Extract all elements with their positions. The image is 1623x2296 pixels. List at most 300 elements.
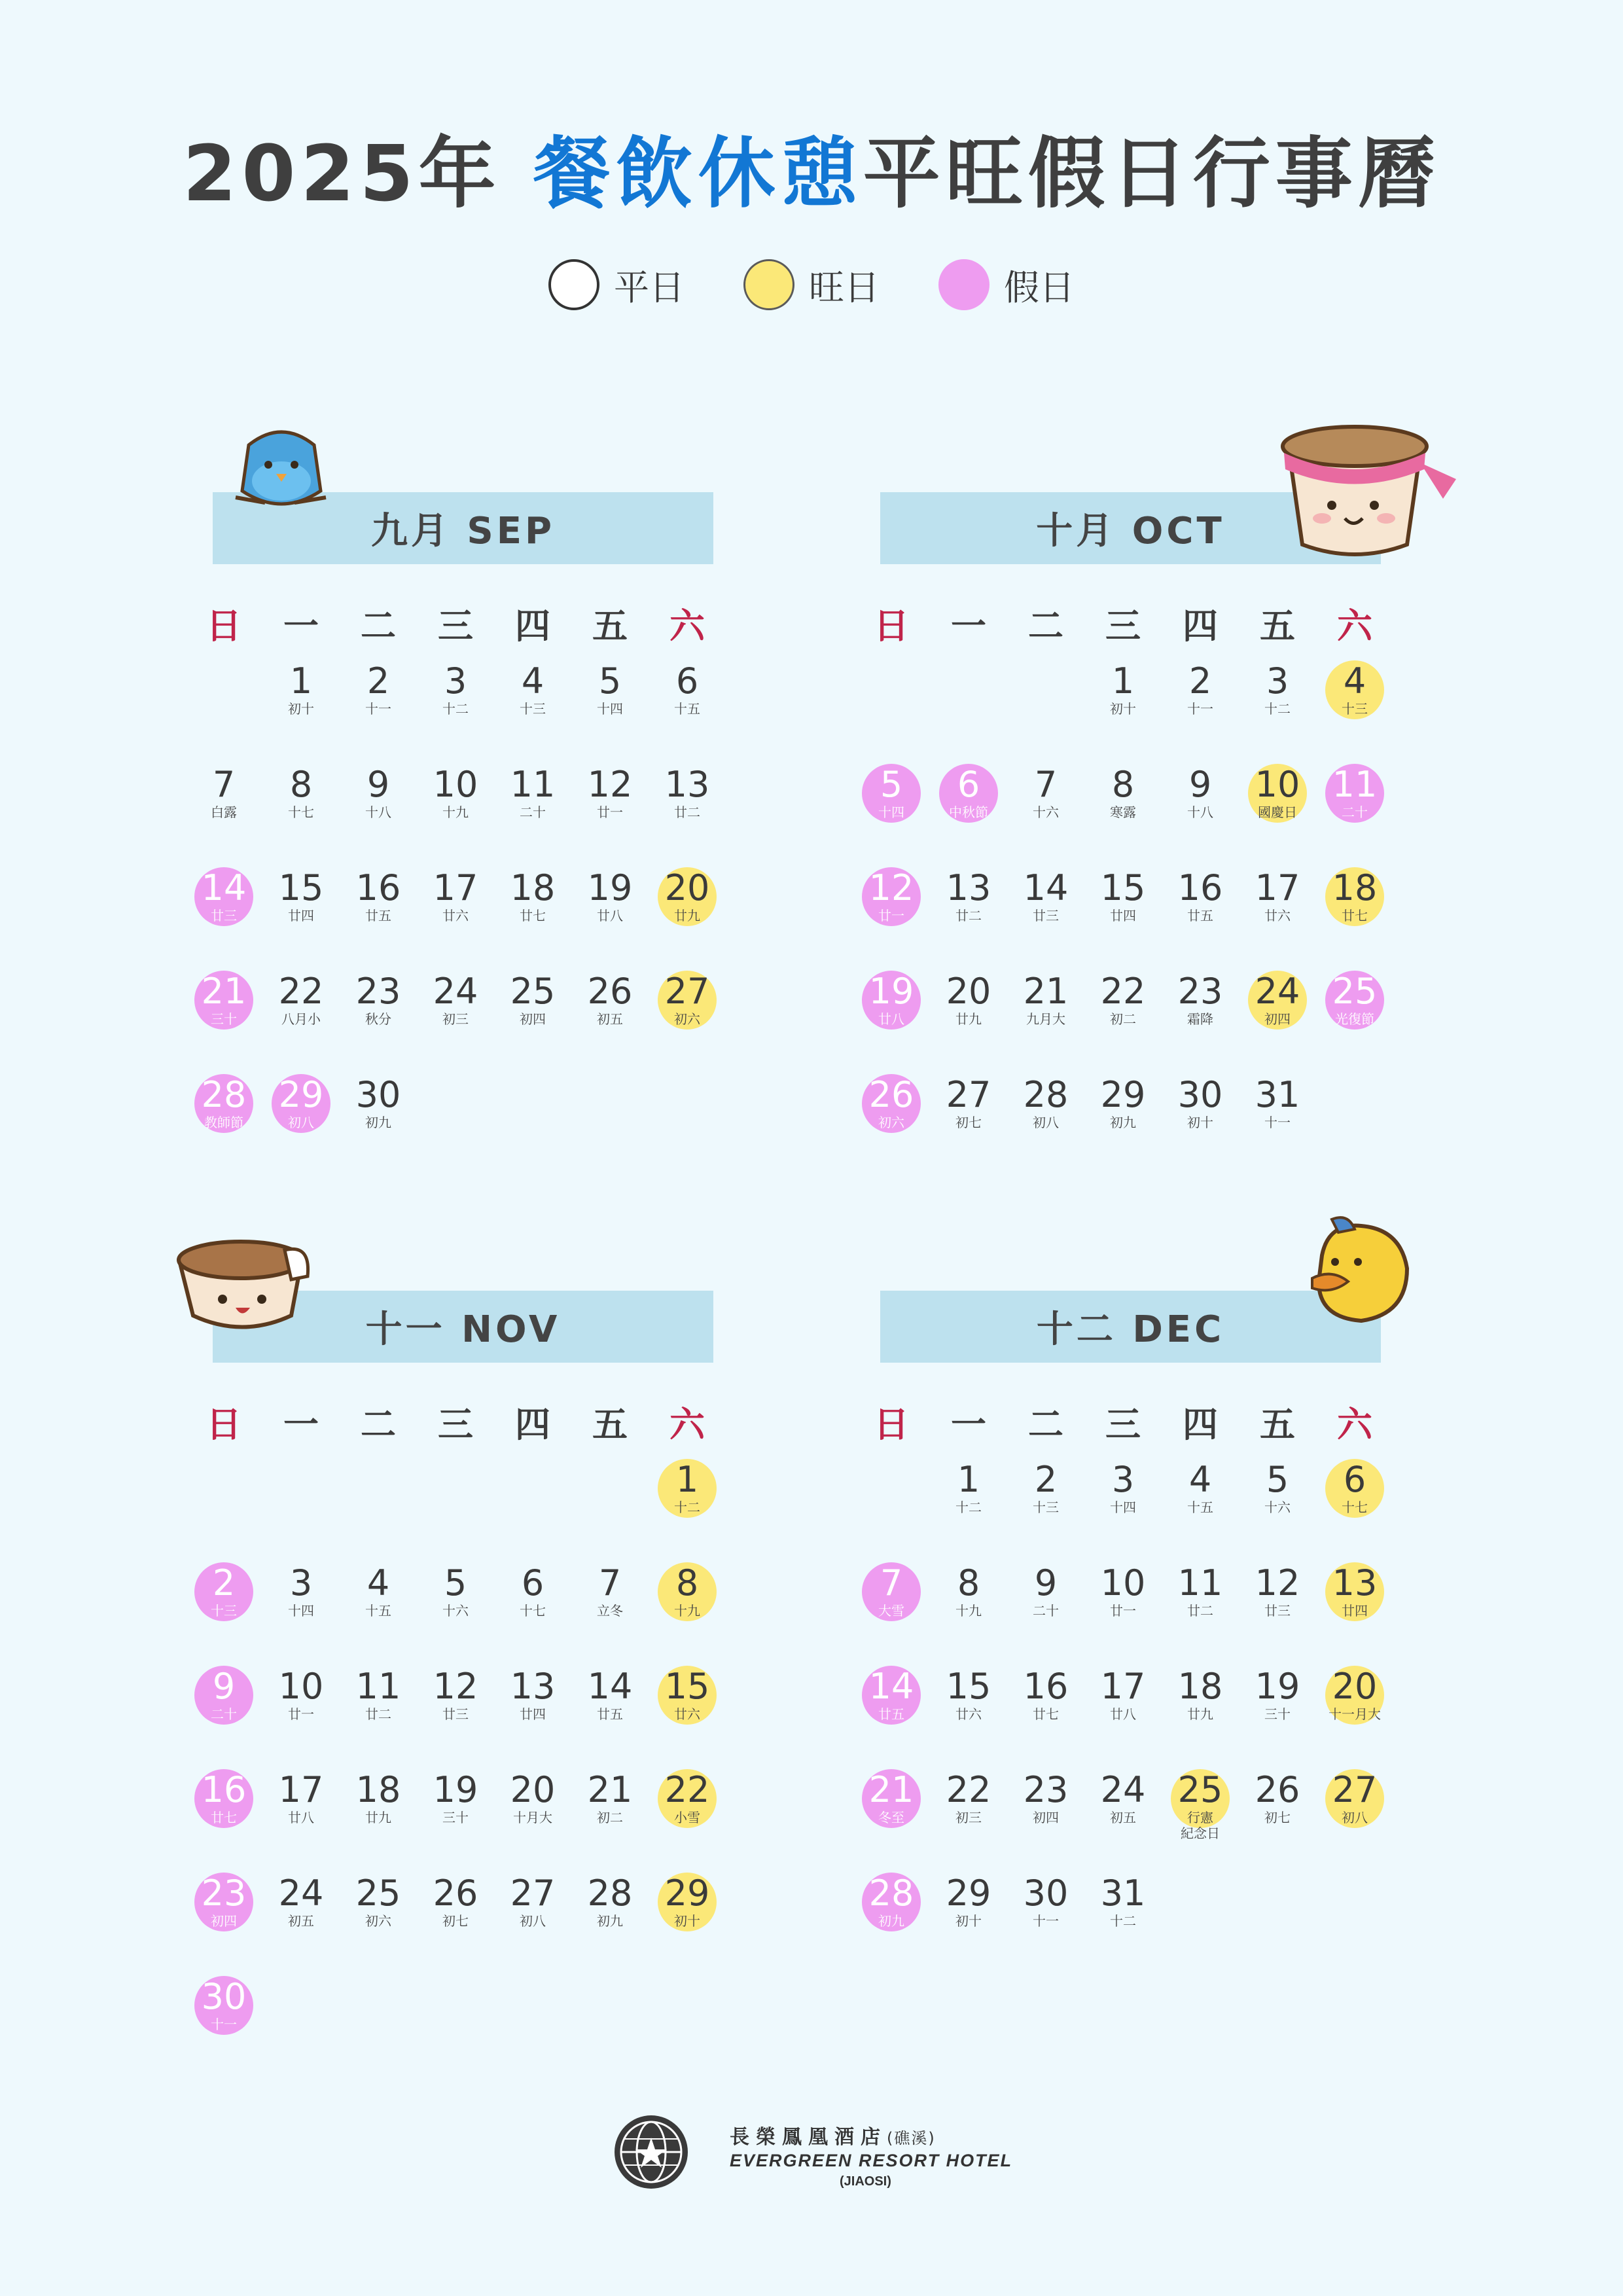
lunar-date: 十一 [1033,1913,1059,1929]
day-cell [1164,1451,1236,1536]
day-number: 29 [664,1873,710,1914]
day-number: 18 [355,1769,401,1810]
lunar-date: 十五 [365,1603,391,1619]
day-cell [651,756,723,841]
day-number: 13 [510,1666,556,1707]
day-number: 11 [510,764,556,805]
day-cell [1164,859,1236,944]
day-cell [651,1761,723,1846]
lunar-date: 初八 [288,1115,314,1130]
day-number: 12 [433,1666,478,1707]
day-cell [188,963,260,1048]
day-number: 30 [355,1074,401,1115]
day-cell [419,963,491,1048]
day-cell [1087,1658,1159,1743]
day-cell [1241,756,1313,841]
day-number: 25 [1332,971,1378,1012]
lunar-date: 廿三 [211,908,237,924]
day-number: 15 [1100,867,1146,908]
lunar-date: 三十 [1264,1706,1291,1722]
lunar-date: 初六 [674,1011,700,1027]
lunar-date: 廿五 [365,908,391,924]
day-number: 9 [366,764,390,805]
lunar-date: 初六 [878,1115,904,1130]
day-number: 16 [1177,867,1223,908]
day-cell [1319,1451,1391,1536]
day-cell [342,653,414,738]
lunar-date: 廿七 [211,1810,237,1825]
hotel-footer [612,2113,1070,2191]
day-number: 23 [1177,971,1223,1012]
lunar-date: 初八 [520,1913,546,1929]
day-number: 18 [510,867,556,908]
day-number: 2 [212,1562,236,1604]
day-number: 1 [1111,660,1135,702]
day-cell [651,1554,723,1640]
day-number: 17 [1255,867,1300,908]
lunar-date: 初三 [442,1011,469,1027]
day-number: 1 [957,1459,980,1500]
day-cell [419,1761,491,1846]
day-number: 28 [868,1873,914,1914]
lunar-date: 廿八 [597,908,623,924]
day-cell [1241,1066,1313,1151]
weekday-label: 三 [438,1404,473,1445]
weekday-label: 二 [1028,1404,1063,1445]
lunar-date: 廿二 [365,1706,391,1722]
lunar-date: 廿三 [442,1706,469,1722]
day-cell [1010,1451,1082,1536]
day-number: 16 [1023,1666,1069,1707]
day-number: 3 [1266,660,1289,702]
day-number: 12 [587,764,633,805]
lunar-date-line2: 紀念日 [1181,1825,1220,1841]
lunar-date: 十六 [442,1603,469,1619]
day-cell [1010,1554,1082,1640]
day-number: 27 [946,1074,991,1115]
day-cell [265,1761,337,1846]
day-cell [419,653,491,738]
day-cell [855,1865,927,1950]
day-number: 20 [510,1769,556,1810]
day-cell [188,756,260,841]
lunar-date: 十二 [1110,1913,1136,1929]
day-cell [188,1554,260,1640]
day-number: 29 [278,1074,324,1115]
day-cell [188,1658,260,1743]
hotel-name-en: EVERGREEN RESORT HOTEL [730,2151,1013,2170]
day-cell [1241,1451,1313,1536]
lunar-date: 教師節 [204,1115,243,1130]
month-header: 十月 OCT [880,492,1381,564]
day-number: 26 [587,971,633,1012]
lunar-date: 初九 [1110,1115,1136,1130]
day-number: 29 [1100,1074,1146,1115]
lunar-date: 十四 [288,1603,314,1619]
lunar-date: 廿九 [955,1011,982,1027]
hotel-name-zh [730,2121,936,2149]
hotel-location-zh: (礁溪) [887,2129,936,2147]
weekday-label: 二 [361,605,396,647]
day-cell [1319,756,1391,841]
lunar-date: 初五 [597,1011,623,1027]
lunar-date: 十七 [288,804,314,820]
day-cell [1087,1761,1159,1846]
lunar-date: 寒露 [1110,804,1136,820]
day-cell [855,963,927,1048]
legend-label: 假日 [1004,266,1075,308]
day-cell [574,653,646,738]
lunar-date: 廿六 [442,908,469,924]
day-number: 15 [664,1666,710,1707]
day-number: 24 [1100,1769,1146,1810]
weekday-label: 四 [515,1404,550,1445]
day-number: 22 [278,971,324,1012]
lunar-date: 小雪 [674,1810,700,1825]
evergreen-globe-logo-icon [612,2113,690,2191]
day-number: 21 [1023,971,1069,1012]
day-number: 24 [1255,971,1300,1012]
day-cell [574,963,646,1048]
lunar-date: 初四 [211,1913,237,1929]
day-number: 28 [1023,1074,1069,1115]
day-number: 5 [598,660,622,702]
day-number: 28 [587,1873,633,1914]
day-cell [1010,1658,1082,1743]
day-cell [497,1761,569,1846]
lunar-date: 初五 [1110,1810,1136,1825]
day-number: 21 [868,1769,914,1810]
day-cell [651,859,723,944]
lunar-date: 中秋節 [949,804,988,820]
day-cell [574,756,646,841]
day-number: 29 [946,1873,991,1914]
month-header: 十二 DEC [880,1291,1381,1363]
lunar-date: 廿八 [878,1011,904,1027]
lunar-date: 初三 [955,1810,982,1825]
day-number: 19 [433,1769,478,1810]
day-number: 10 [278,1666,324,1707]
weekday-label: 六 [1337,605,1372,647]
day-number: 9 [1034,1562,1058,1604]
lunar-date: 初五 [288,1913,314,1929]
day-cell [342,859,414,944]
day-number: 25 [1177,1769,1223,1810]
day-cell [651,653,723,738]
lunar-date: 廿四 [288,908,314,924]
day-cell [419,1658,491,1743]
day-cell [265,859,337,944]
lunar-date: 十六 [1033,804,1059,820]
day-number: 8 [957,1562,980,1604]
day-number: 7 [1034,764,1058,805]
day-number: 6 [957,764,980,805]
day-cell [342,1658,414,1743]
lunar-date: 廿五 [1187,908,1213,924]
lunar-date: 初七 [955,1115,982,1130]
day-cell [1087,756,1159,841]
day-cell [574,1554,646,1640]
lunar-date: 十二 [442,701,469,717]
hotel-name-zh-text: 長榮鳳凰酒店 [730,2126,887,2149]
blue-bird-icon [229,419,334,517]
weekday-row [841,1397,1495,1449]
lunar-date: 二十 [211,1706,237,1722]
lunar-date: 十月大 [513,1810,552,1825]
day-cell [855,1658,927,1743]
day-number: 30 [1177,1074,1223,1115]
lunar-date: 初四 [1264,1011,1291,1027]
day-number: 10 [1255,764,1300,805]
lunar-date: 十一 [211,2017,237,2032]
lunar-date: 廿九 [674,908,700,924]
lunar-date: 初九 [878,1913,904,1929]
day-cell [933,1451,1005,1536]
day-cell [651,963,723,1048]
lunar-date: 十七 [1342,1499,1368,1515]
weekday-label: 一 [283,1404,319,1445]
lunar-date: 廿一 [288,1706,314,1722]
lunar-date: 初九 [597,1913,623,1929]
day-number: 23 [355,971,401,1012]
day-cell [855,1554,927,1640]
weekday-label: 四 [1183,1404,1218,1445]
day-cell [188,1761,260,1846]
day-cell [651,1658,723,1743]
lunar-date: 初七 [442,1913,469,1929]
lunar-date: 廿五 [597,1706,623,1722]
peak-dot-icon [743,259,794,310]
day-cell [265,1658,337,1743]
day-number: 30 [1023,1873,1069,1914]
day-number: 6 [521,1562,544,1604]
lunar-date: 廿三 [1033,908,1059,924]
day-cell [1319,963,1391,1048]
weekday-label: 一 [283,605,319,647]
day-cell [188,1865,260,1950]
lunar-date: 廿二 [674,804,700,820]
lunar-date: 白露 [211,804,237,820]
lunar-date: 九月大 [1026,1011,1065,1027]
day-cell [497,859,569,944]
day-number: 23 [201,1873,247,1914]
day-cell [419,1554,491,1640]
weekday-label: 一 [951,605,986,647]
lunar-date: 初四 [1033,1810,1059,1825]
lunar-date: 十四 [1110,1499,1136,1515]
lunar-date: 廿六 [955,1706,982,1722]
day-cell [1010,1066,1082,1151]
day-number: 22 [946,1769,991,1810]
day-cell [1241,1761,1313,1846]
day-cell [188,1968,260,2053]
day-cell [1319,859,1391,944]
day-number: 20 [946,971,991,1012]
day-cell [855,1761,927,1846]
day-number: 28 [201,1074,247,1115]
day-number: 31 [1100,1873,1146,1914]
lunar-date: 初十 [955,1913,982,1929]
lunar-date: 霜降 [1187,1011,1213,1027]
weekday-row [173,598,828,651]
day-cell [855,859,927,944]
day-cell [651,1865,723,1950]
day-number: 19 [1255,1666,1300,1707]
weekday-row [841,598,1495,651]
lunar-date: 十一 [1264,1115,1291,1130]
day-cell [1241,1658,1313,1743]
lunar-date: 廿三 [1264,1603,1291,1619]
day-cell [1164,1761,1236,1846]
day-number: 14 [201,867,247,908]
day-cell [1087,859,1159,944]
legend [0,259,1623,310]
day-cell [933,1658,1005,1743]
pudding-cup-icon [170,1224,314,1335]
day-number: 3 [289,1562,313,1604]
day-number: 24 [278,1873,324,1914]
lunar-date: 二十 [1033,1603,1059,1619]
lunar-date: 廿九 [365,1810,391,1825]
day-cell [1087,963,1159,1048]
lunar-date: 廿七 [520,908,546,924]
lunar-date: 十二 [955,1499,982,1515]
day-cell [574,1865,646,1950]
weekday-label: 六 [1337,1404,1372,1445]
day-cell [574,1761,646,1846]
month-november [173,1291,854,2076]
day-cell [855,1066,927,1151]
weekday-label: 四 [515,605,550,647]
lunar-date: 初二 [597,1810,623,1825]
day-cell [1164,1554,1236,1640]
month-october [841,492,1522,1173]
day-number: 15 [946,1666,991,1707]
day-number: 14 [1023,867,1069,908]
lunar-date: 冬至 [878,1810,904,1825]
day-cell [1241,859,1313,944]
lunar-date: 十一 [1187,701,1213,717]
lunar-date: 八月小 [281,1011,321,1027]
day-number: 10 [1100,1562,1146,1604]
lunar-date: 大雪 [878,1603,904,1619]
lunar-date: 初四 [520,1011,546,1027]
day-cell [1087,1865,1159,1950]
day-cell [342,963,414,1048]
lunar-date: 十八 [365,804,391,820]
weekday-label: 日 [206,605,241,647]
day-cell [574,1658,646,1743]
day-number: 31 [1255,1074,1300,1115]
title-highlight: 餐飲休憩 [533,128,863,219]
lunar-date: 廿四 [1342,1603,1368,1619]
day-number: 2 [1188,660,1212,702]
day-number: 26 [868,1074,914,1115]
day-cell [497,1658,569,1743]
day-number: 26 [433,1873,478,1914]
day-number: 25 [510,971,556,1012]
day-number: 24 [433,971,478,1012]
day-cell [497,963,569,1048]
day-cell [933,1066,1005,1151]
lunar-date: 廿六 [674,1706,700,1722]
page-title [0,111,1623,223]
day-cell [1241,1554,1313,1640]
weekday-label: 五 [592,605,628,647]
day-number: 21 [587,1769,633,1810]
lunar-date: 國慶日 [1258,804,1297,820]
day-cell [497,1554,569,1640]
day-cell [188,859,260,944]
day-cell [1010,1761,1082,1846]
day-cell [1087,653,1159,738]
weekday-row [173,1397,828,1449]
day-number: 3 [1111,1459,1135,1500]
day-cell [855,756,927,841]
lunar-date: 初八 [1342,1810,1368,1825]
day-number: 9 [212,1666,236,1707]
day-cell [574,859,646,944]
day-cell [419,859,491,944]
day-number: 21 [201,971,247,1012]
lunar-date: 十一月大 [1329,1706,1381,1722]
day-cell [265,756,337,841]
day-number: 19 [868,971,914,1012]
day-number: 1 [289,660,313,702]
lunar-date: 廿四 [1110,908,1136,924]
day-cell [265,1554,337,1640]
lunar-date: 廿六 [1264,908,1291,924]
weekday-label: 五 [592,1404,628,1445]
lunar-date: 十九 [674,1603,700,1619]
lunar-date: 初十 [1187,1115,1213,1130]
day-number: 11 [1177,1562,1223,1604]
lunar-date: 廿七 [1033,1706,1059,1722]
day-cell [1319,1658,1391,1743]
lunar-date: 十六 [1264,1499,1291,1515]
lunar-date: 初十 [1110,701,1136,717]
weekday-label: 三 [1105,1404,1141,1445]
day-cell [342,1865,414,1950]
day-cell [497,1865,569,1950]
day-cell [1010,963,1082,1048]
day-cell [265,1066,337,1151]
day-number: 27 [664,971,710,1012]
month-september [173,492,854,1173]
lunar-date: 二十 [1342,804,1368,820]
legend-peak [743,259,880,310]
legend-weekday [548,259,685,310]
day-cell [1241,963,1313,1048]
lunar-date: 十三 [1342,701,1368,717]
day-number: 17 [433,867,478,908]
lunar-date: 行憲 [1187,1810,1213,1825]
yellow-duck-icon [1309,1216,1414,1327]
lunar-date: 廿四 [520,1706,546,1722]
weekday-label: 五 [1260,1404,1295,1445]
day-number: 19 [587,867,633,908]
weekday-label: 六 [669,1404,705,1445]
day-number: 20 [1332,1666,1378,1707]
lunar-date: 十五 [674,701,700,717]
lunar-date: 十三 [520,701,546,717]
day-cell [1164,1066,1236,1151]
weekday-label: 二 [361,1404,396,1445]
day-number: 20 [664,867,710,908]
day-cell [419,756,491,841]
lunar-date: 三十 [211,1011,237,1027]
lunar-date: 初八 [1033,1115,1059,1130]
